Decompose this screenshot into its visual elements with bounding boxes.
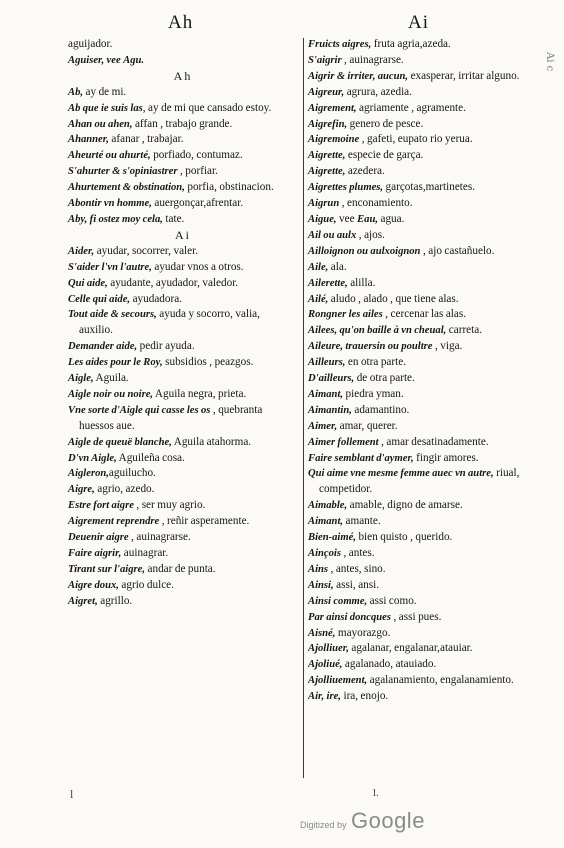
section-heading [68,69,296,85]
french-headword: Aisné, [308,627,336,639]
french-headword: Aguiser, vee [68,54,121,66]
footer-mark-left: l [70,787,74,801]
french-headword: Aigrefin, [308,118,348,130]
dictionary-entry [68,387,296,403]
french-headword: Ahan ou ahen, [68,118,133,130]
spanish-gloss: auinagrar. [121,547,169,559]
dictionary-entry [68,371,296,387]
french-headword: Estre fort aigre [68,500,134,512]
spanish-gloss: , assi pues. [391,610,442,623]
dictionary-entry [308,403,526,419]
french-headword: Ail ou aulx [308,229,357,241]
spanish-gloss: agrio, azedo. [94,483,155,496]
margin-mark: Ai c [544,52,555,72]
french-headword: Aigrement reprendre [68,516,160,528]
spanish-gloss: afanar , trabajar. [108,133,184,146]
french-headword: Ab que ie suis las [68,102,143,114]
dictionary-entry [308,610,526,626]
dictionary-entry [68,292,296,308]
dictionary-entry [68,355,296,371]
dictionary-entry [68,530,296,546]
spanish-gloss: A i [174,227,190,242]
dictionary-entry [308,451,526,467]
spanish-gloss: especie de garça. [345,149,424,162]
dictionary-entry [68,578,296,594]
spanish-gloss: tate. [162,212,185,225]
french-headword: Ailleurs, [308,357,346,369]
dictionary-entry [68,85,296,101]
french-headword: Par ainsi doncques [308,611,391,623]
spanish-gloss: agalanamiento, engalanamiento. [367,674,514,687]
running-header-left: Ah [168,12,194,33]
french-headword: Agu. [123,54,145,66]
dictionary-entry [68,307,296,339]
spanish-gloss: porfiado, contumaz. [150,149,243,162]
french-headword: Aigreur, [308,86,345,98]
french-headword: S'aider l'vn l'autre, [68,261,152,273]
dictionary-entry [68,451,296,467]
dictionary-entry [308,260,526,276]
dictionary-entry [308,323,526,339]
spanish-gloss: agrura, azedia. [344,85,412,98]
french-headword: Ains [308,563,329,575]
dictionary-entry [68,260,296,276]
dictionary-entry [68,594,296,610]
spanish-gloss: agalanar, engalanar,atauiar. [348,642,473,655]
spanish-gloss: , antes, sino. [328,562,386,575]
french-headword: Tout aide & secours, [68,309,157,321]
spanish-gloss: ayuda y socorro, valia, auxilio. [79,308,260,337]
french-headword: Eau, [357,213,378,225]
french-headword: Aigle, [68,373,94,385]
french-headword: Faire semblant d'aymer, [308,452,414,464]
french-headword: Ailé, [308,293,329,305]
dictionary-entry [308,228,526,244]
spanish-gloss: ira, enojo. [340,690,389,703]
spanish-gloss: , viga. [432,340,463,353]
dictionary-entry [68,546,296,562]
french-headword: Deuenir aigre [68,532,129,544]
french-headword: Aigremoine [308,134,360,146]
dictionary-entry [308,85,526,101]
dictionary-entry [308,562,526,578]
spanish-gloss: , antes. [340,547,375,559]
dictionary-entry [68,37,296,53]
spanish-gloss: , amar desatinadamente. [378,435,489,448]
dictionary-entry [68,435,296,451]
spanish-gloss: aguilucho. [108,467,156,480]
french-headword: S'ahurter & s'opiniastrer [68,166,178,178]
french-headword: Ahurtement & obstination, [68,182,185,194]
spanish-gloss: riual, competidor. [319,467,520,496]
dictionary-entry [308,657,526,673]
french-headword: Ajolliuement, [308,675,368,687]
french-headword: Ainçois [308,548,341,559]
spanish-gloss: piedra yman. [343,387,404,400]
dictionary-entry [68,562,296,578]
french-headword: S'aigrir [308,54,342,66]
dictionary-entry [308,148,526,164]
french-headword: Aigre, [68,484,95,496]
dictionary-entry [308,498,526,514]
dictionary-entry [68,148,296,164]
spanish-gloss: agalanado, atauiado. [342,658,437,671]
dictionary-entry [68,498,296,514]
dictionary-entry [308,292,526,308]
french-headword: Aigle noir ou noire, [68,388,154,400]
spanish-gloss: , ay de mi que cansado estoy. [142,101,272,114]
spanish-gloss: , reñir asperamente. [159,515,250,528]
dictionary-entry [308,435,526,451]
right-column-entries [308,37,526,705]
french-headword: Qui aime vne mesme femme auec vn autre, [308,468,494,480]
dictionary-entry [308,626,526,642]
french-headword: Aigrette, [308,166,346,178]
spanish-gloss: amable, digno de amarse. [347,499,463,512]
french-headword: Aigrun [308,198,340,210]
spanish-gloss: , cercenar las alas. [382,308,467,321]
french-headword: Ab, [68,86,84,98]
french-headword: Ajolliuer, [308,643,349,655]
french-headword: Aigret, [68,595,98,607]
french-headword: Les aides pour le Roy, [68,357,163,369]
dictionary-entry [308,132,526,148]
dictionary-entry [68,132,296,148]
french-headword: Aileure, trauersin ou poultre [308,341,433,353]
dictionary-entry [308,164,526,180]
spanish-gloss: agua. [378,212,405,225]
dictionary-entry [308,371,526,387]
dictionary-entry [68,339,296,355]
spanish-gloss: , ser muy agrio. [133,499,206,512]
footer-mark-middle: l. [373,787,379,799]
french-headword: Aigrette, [308,150,346,162]
dictionary-entry [308,530,526,546]
spanish-gloss: , auinagrarse. [341,53,404,66]
spanish-gloss: ayudar vnos a otros. [151,260,244,273]
spanish-gloss: exasperar, irritar alguno. [408,69,520,82]
spanish-gloss: assi, ansi. [333,578,380,591]
french-headword: Aigrir & irriter, aucun, [308,70,409,82]
spanish-gloss: pedir ayuda. [137,340,195,353]
dictionary-entry [308,387,526,403]
spanish-gloss: ay de mi. [83,85,127,98]
french-headword: Demander aide, [68,341,138,353]
dictionary-entry [308,37,526,53]
dictionary-entry [68,117,296,133]
spanish-gloss: amante. [343,515,381,528]
french-headword: Faire aigrir, [68,548,122,559]
left-column-entries [68,37,296,610]
french-headword: Aimable, [308,500,348,512]
dictionary-entry [308,180,526,196]
french-headword: Aider, [68,245,95,257]
dictionary-entry [308,466,526,498]
spanish-gloss: assi como. [367,594,417,607]
french-headword: Tirant sur l'aigre, [68,563,146,575]
spanish-gloss: amar, querer. [337,419,398,432]
french-headword: Air, ire, [308,691,341,703]
spanish-gloss: auergonçar,afrentar. [151,197,244,210]
dictionary-entry [308,101,526,117]
french-headword: Aigrement, [308,102,357,114]
spanish-gloss: agrio dulce. [118,578,174,591]
french-headword: Aheurté ou ahurté, [68,150,151,162]
spanish-gloss: subsidios , peazgos. [162,356,254,369]
dictionary-entry [308,117,526,133]
spanish-gloss: porfia, obstinacion. [184,181,274,194]
french-headword: Fruicts aigres, [308,39,372,50]
spanish-gloss: fruta agria,azeda. [371,38,451,50]
french-headword: Aigre doux, [68,579,119,591]
spanish-gloss: fingir amores. [413,451,479,464]
dictionary-entry [68,466,296,482]
spanish-gloss: en otra parte. [345,356,406,369]
french-headword: Aimer follement [308,436,379,448]
dictionary-entry [68,244,296,260]
spanish-gloss: de otra parte. [354,372,415,385]
dictionary-entry [308,578,526,594]
spanish-gloss: bien quisto , querido. [355,531,453,544]
spanish-gloss: adamantino. [351,403,410,416]
running-header-right: Ai [408,12,429,33]
dictionary-entry [68,101,296,117]
french-headword: Ainsi, [308,579,334,591]
spanish-gloss: , gafeti, eupato rio yerua. [359,133,473,146]
dictionary-entry [68,180,296,196]
dictionary-entry [308,196,526,212]
french-headword: Aby, fi ostez moy cela, [68,213,163,225]
spanish-gloss: ala. [328,260,347,273]
spanish-gloss: , enconamiento. [339,197,413,210]
spanish-gloss: , porfiar. [177,165,218,178]
french-headword: Aigleron, [68,468,109,480]
french-headword: Ainsi comme, [308,595,368,607]
spanish-gloss: , auinagrarse. [128,531,191,544]
spanish-gloss: Aguila negra, prieta. [153,387,247,400]
spanish-gloss: ayudar, socorrer, valer. [94,244,199,257]
dictionary-entry [308,244,526,260]
french-headword: Bien-aimé, [308,532,356,544]
spanish-gloss: affan , trabajo grande. [132,117,233,130]
french-headword: Celle qui aide, [68,293,131,305]
dictionary-entry [68,482,296,498]
section-heading [68,228,296,244]
dictionary-entry [308,419,526,435]
spanish-gloss: Aguila. [93,372,129,385]
french-headword: Aimant, [308,516,344,528]
spanish-gloss: carreta. [446,324,483,337]
spanish-gloss: vee [336,212,358,225]
french-headword: Qui aide, [68,277,108,289]
french-headword: D'vn Aigle, [68,452,117,464]
french-headword: Ailloignon ou aulxoignon [308,245,421,257]
spanish-gloss: Aguileña cosa. [116,451,185,464]
dictionary-entry [68,196,296,212]
dictionary-entry [308,546,526,562]
spanish-gloss: , ajo castañuelo. [420,244,495,257]
dictionary-entry [308,276,526,292]
dictionary-entry [68,164,296,180]
dictionary-entry [308,594,526,610]
dictionary-entry [308,673,526,689]
spanish-gloss: , quebranta huessos aue. [79,403,263,432]
spanish-gloss: aguijador. [68,38,113,50]
french-headword: D'ailleurs, [308,373,355,385]
french-headword: Aigrettes plumes, [308,182,384,194]
dictionary-entry [308,514,526,530]
dictionary-entry [68,212,296,228]
spanish-gloss: mayorazgo. [335,626,391,639]
french-headword: Rongner les ailes [308,309,383,321]
french-headword: Aimer, [308,420,338,432]
spanish-gloss: garçotas,martinetes. [383,181,476,194]
dictionary-entry [308,307,526,323]
spanish-gloss: genero de pesce. [347,117,424,130]
spanish-gloss: azedera. [345,165,385,178]
french-headword: Abontir vn homme, [68,198,152,210]
spanish-gloss: ayudadora. [130,292,182,305]
spanish-gloss: A h [173,68,191,83]
watermark-prefix: Digitized by [300,820,347,830]
spanish-gloss: ayudante, ayudador, valedor. [107,276,239,289]
watermark-brand: Google [350,808,425,833]
spanish-gloss: agrillo. [97,594,133,607]
spanish-gloss: andar de punta. [145,562,216,575]
french-headword: Ailerette, [308,277,348,289]
digitized-by-watermark [300,808,425,834]
french-headword: Aimantin, [308,404,352,416]
dictionary-entry [308,339,526,355]
french-headword: Ailees, qu'on baille à vn cheual, [308,325,447,337]
dictionary-entry [308,212,526,228]
dictionary-entry [68,53,296,69]
dictionary-entry [68,276,296,292]
french-headword: Ahanner, [68,134,109,146]
french-headword: Aigle de queuë blanche, [68,436,172,448]
spanish-gloss: aludo , alado , que tiene alas. [328,292,459,305]
dictionary-entry [308,689,526,705]
dictionary-entry [308,355,526,371]
column-divider [303,38,304,778]
dictionary-entry [68,514,296,530]
dictionary-entry [308,53,526,69]
french-headword: Aigue, [308,213,337,225]
french-headword: Aile, [308,261,329,273]
french-headword: Vne sorte d'Aigle qui casse les os [68,404,211,416]
spanish-gloss: , ajos. [356,228,385,241]
dictionary-entry [308,69,526,85]
french-headword: Ajoliué, [308,659,343,671]
spanish-gloss: agriamente , agramente. [356,101,466,114]
french-headword: Aimant, [308,388,344,400]
dictionary-entry [68,403,296,435]
dictionary-entry [308,641,526,657]
spanish-gloss: Aguila atahorma. [171,435,252,448]
spanish-gloss: alilla. [347,276,376,289]
